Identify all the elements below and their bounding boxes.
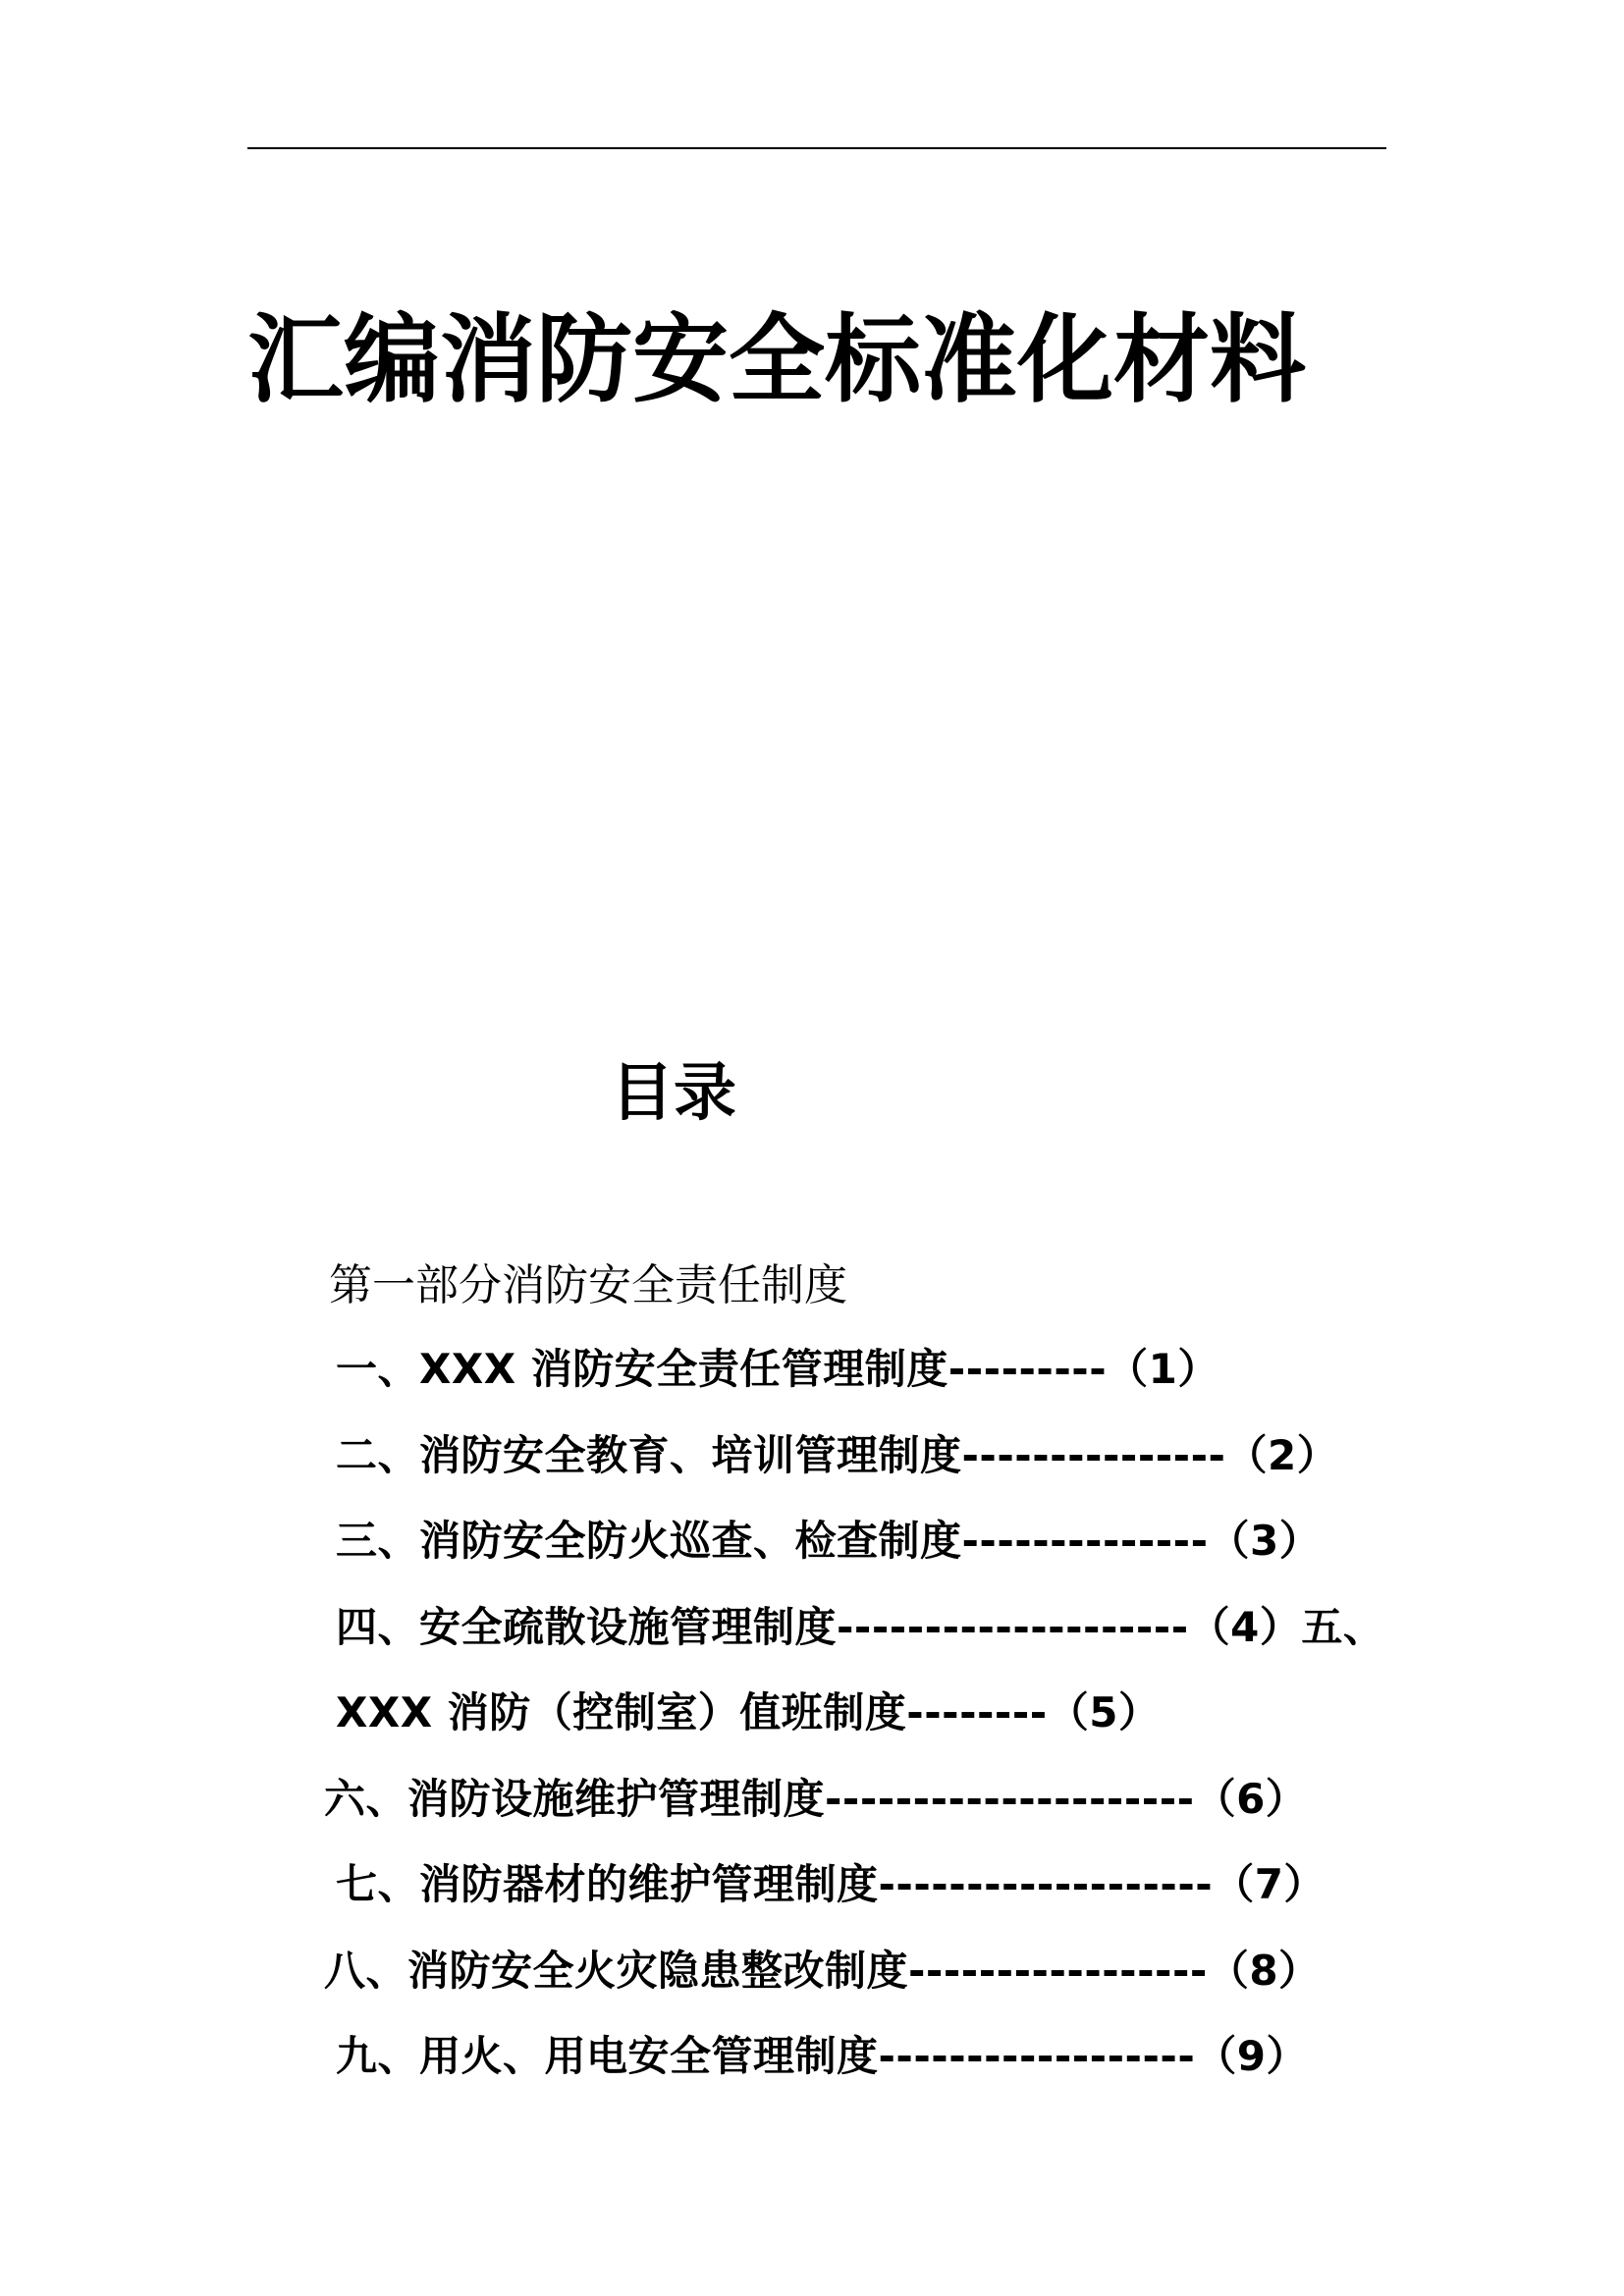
toc-entry-5: XXX 消防（控制室）值班制度--------（5） xyxy=(336,1688,1161,1736)
toc-entry-7: 七、消防器材的维护管理制度-------------------（7） xyxy=(336,1860,1326,1908)
header-rule xyxy=(247,147,1386,149)
toc-entry-3: 三、消防安全防火巡查、检查制度--------------（3） xyxy=(336,1517,1322,1565)
toc-entry-8: 八、消防安全火灾隐患整改制度-----------------（8） xyxy=(324,1947,1321,1995)
toc-entry-2: 二、消防安全教育、培训管理制度---------------（2） xyxy=(336,1431,1339,1479)
toc-entry-6: 六、消防设施维护管理制度---------------------（6） xyxy=(324,1775,1308,1823)
toc-entry-9: 九、用火、用电安全管理制度------------------（9） xyxy=(336,2032,1308,2080)
document-title: 汇编消防安全标准化材料 xyxy=(247,304,1307,416)
toc-entry-4: 四、安全疏散设施管理制度--------------------（4）五、 xyxy=(336,1603,1385,1651)
toc-heading: 目录 xyxy=(611,1057,736,1130)
toc-entry-1: 一、XXX 消防安全责任管理制度---------（1） xyxy=(336,1345,1219,1393)
toc-part-heading: 第一部分消防安全责任制度 xyxy=(329,1260,847,1310)
